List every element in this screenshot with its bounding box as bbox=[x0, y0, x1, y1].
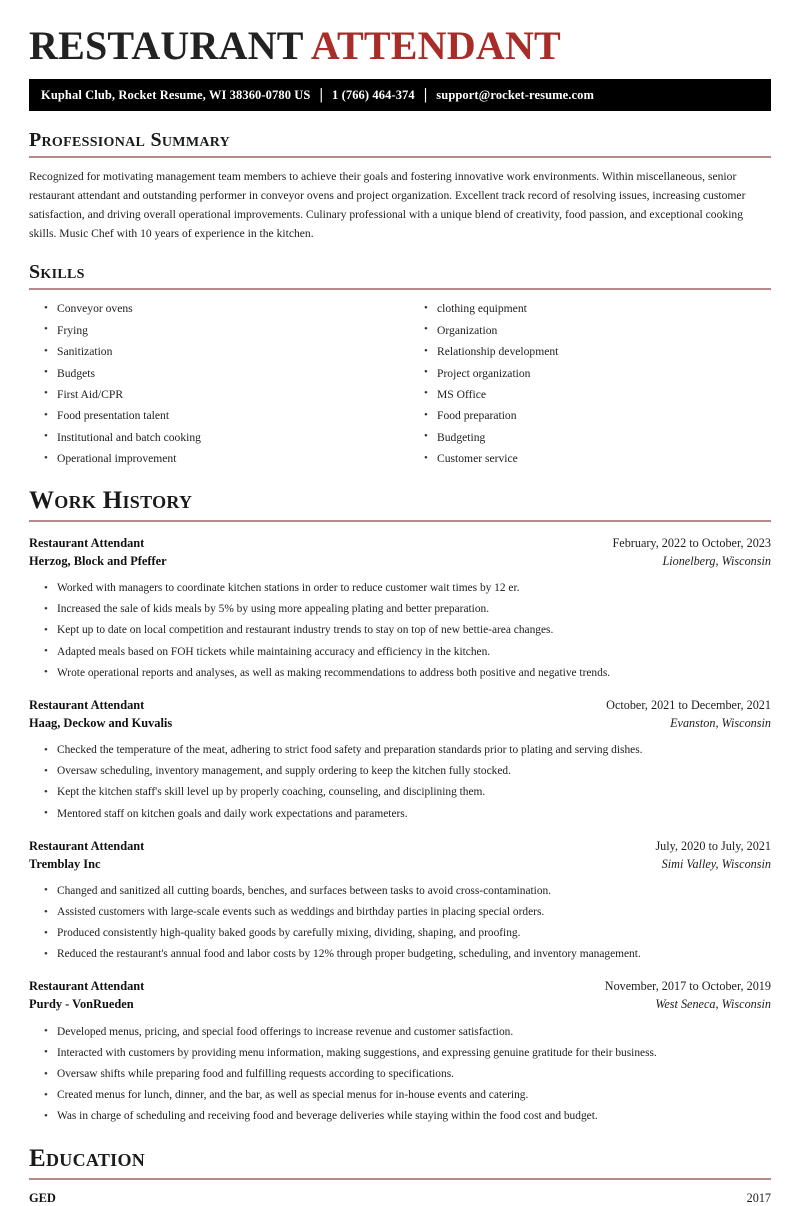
list-item: • MS Office bbox=[437, 384, 771, 405]
list-item: • Operational improvement bbox=[57, 448, 400, 469]
list-item: • Kept the kitchen staff's skill level up by properly coaching, counseling, and disciplining them. bbox=[57, 782, 771, 803]
list-item: • Reduced the restaurant's annual food and labor costs by 12% through proper budgeting, scheduling, and inventory management. bbox=[57, 944, 771, 965]
list-item: • Increased the sale of kids meals by 5% by using more appealing plating and better preparation. bbox=[57, 599, 771, 620]
list-item: • Institutional and batch cooking bbox=[57, 427, 400, 448]
list-item: • clothing equipment bbox=[437, 298, 771, 319]
job-company: Purdy - VonRueden bbox=[29, 997, 134, 1012]
list-item: • Customer service bbox=[437, 448, 771, 469]
job-dates: February, 2022 to October, 2023 bbox=[612, 535, 771, 550]
contact-email[interactable]: support@rocket-resume.com bbox=[436, 87, 595, 102]
job-location: Lionelberg, Wisconsin bbox=[662, 553, 771, 568]
work-entry-header bbox=[29, 978, 771, 996]
job-location: Simi Valley, Wisconsin bbox=[661, 856, 771, 871]
education-degree: GED bbox=[29, 1190, 56, 1205]
section-heading-education: Education bbox=[29, 1145, 146, 1173]
work-entry bbox=[29, 697, 771, 825]
section-heading-skills: Skills bbox=[29, 261, 85, 284]
job-company: Tremblay Inc bbox=[29, 856, 101, 871]
list-item: • Budgeting bbox=[437, 427, 771, 448]
list-item: • Was in charge of scheduling and receiving food and beverage deliveries while staying within the food cost and budget. bbox=[57, 1106, 771, 1127]
list-item: • Checked the temperature of the meat, adhering to strict food safety and preparation standards prior to plating and serving dishes. bbox=[57, 740, 771, 761]
job-title: Restaurant Attendant bbox=[29, 979, 145, 994]
job-title: Restaurant Attendant bbox=[29, 838, 145, 853]
list-item: • Created menus for lunch, dinner, and the bar, as well as special menus for in-house events and catering. bbox=[57, 1085, 771, 1106]
section-education bbox=[29, 1145, 771, 1206]
contact-separator-2: | bbox=[423, 86, 428, 104]
skills-list-right bbox=[409, 298, 771, 469]
contact-bar bbox=[29, 79, 771, 111]
job-dates: November, 2017 to October, 2019 bbox=[604, 979, 771, 994]
section-divider-skills bbox=[29, 288, 771, 290]
work-entry-header bbox=[29, 535, 771, 553]
job-title: Restaurant Attendant bbox=[29, 535, 145, 550]
skills-columns bbox=[29, 298, 771, 469]
job-location: Evanston, Wisconsin bbox=[670, 715, 771, 730]
list-item: • Adapted meals based on FOH tickets while maintaining accuracy and efficiency in the kitchen. bbox=[57, 641, 771, 662]
job-title: Restaurant Attendant bbox=[29, 697, 145, 712]
list-item: • Oversaw scheduling, inventory management, and supply ordering to keep the kitchen fully stocked. bbox=[57, 761, 771, 782]
job-company: Herzog, Block and Pfeffer bbox=[29, 553, 167, 568]
work-entry-subheader bbox=[29, 856, 771, 874]
list-item: • Relationship development bbox=[437, 341, 771, 362]
list-item: • First Aid/CPR bbox=[57, 384, 400, 405]
skills-column-right bbox=[400, 298, 771, 469]
list-item: • Developed menus, pricing, and special food offerings to increase revenue and customer satisfaction. bbox=[57, 1021, 771, 1042]
list-item: • Frying bbox=[57, 320, 400, 341]
work-entry-header bbox=[29, 697, 771, 715]
education-year: 2017 bbox=[746, 1190, 771, 1205]
list-item: • Assisted customers with large-scale events such as weddings and birthday parties in placing special orders. bbox=[57, 902, 771, 923]
job-location: West Seneca, Wisconsin bbox=[655, 997, 771, 1012]
list-item: • Conveyor ovens bbox=[57, 298, 400, 319]
job-duties-list bbox=[29, 1021, 771, 1127]
job-company: Haag, Deckow and Kuvalis bbox=[29, 715, 173, 730]
contact-phone: 1 (766) 464-374 bbox=[332, 87, 415, 102]
job-duties-list bbox=[29, 740, 771, 825]
job-dates: October, 2021 to December, 2021 bbox=[606, 697, 771, 712]
work-entry bbox=[29, 978, 771, 1127]
skills-column-left bbox=[29, 298, 400, 469]
list-item: • Budgets bbox=[57, 362, 400, 383]
section-heading-work-history: Work History bbox=[29, 487, 193, 515]
list-item: • Kept up to date on local competition and restaurant industry trends to stay on top of new bettie-area changes. bbox=[57, 620, 771, 641]
list-item: • Worked with managers to coordinate kitchen stations in order to reduce customer wait times by 12 er. bbox=[57, 578, 771, 599]
education-entry bbox=[29, 1191, 771, 1206]
section-heading-summary: Professional Summary bbox=[29, 129, 231, 152]
page-title bbox=[29, 0, 771, 67]
contact-address: Kuphal Club, Rocket Resume, WI 38360-0780 US bbox=[41, 87, 311, 102]
list-item: • Organization bbox=[437, 320, 771, 341]
summary-paragraph: Recognized for motivating management team members to achieve their goals and fostering innovative work environments. Within miscellaneous, senior restaurant attendant and outstanding performer in conveyor ovens and project organization. Excellent track record of resolving issues, increasing customer satisfaction, and driving overall operational improvements. Culinary professional with a unique blend of creativity, food passion, and exceptional cooking skills. Music Chef with 10 years of experience in the kitchen. bbox=[29, 170, 746, 240]
contact-separator-1: | bbox=[319, 86, 324, 104]
list-item: • Oversaw shifts while preparing food and fulfilling requests according to specifications. bbox=[57, 1064, 771, 1085]
job-duties-list bbox=[29, 881, 771, 966]
section-skills bbox=[29, 261, 771, 469]
last-name-text: ATTENDANT bbox=[310, 23, 561, 68]
list-item: • Sanitization bbox=[57, 341, 400, 362]
first-name-text: RESTAURANT bbox=[29, 23, 303, 68]
list-item: • Mentored staff on kitchen goals and daily work expectations and parameters. bbox=[57, 803, 771, 824]
work-entry bbox=[29, 838, 771, 966]
work-entry-header bbox=[29, 838, 771, 856]
work-entry-subheader bbox=[29, 553, 771, 571]
list-item: • Food presentation talent bbox=[57, 405, 400, 426]
list-item: • Changed and sanitized all cutting boards, benches, and surfaces between tasks to avoid cross-contamination. bbox=[57, 881, 771, 902]
list-item: • Project organization bbox=[437, 362, 771, 383]
work-entry-subheader bbox=[29, 996, 771, 1014]
list-item: • Produced consistently high-quality baked goods by carefully mixing, dividing, shaping, and proofing. bbox=[57, 923, 771, 944]
section-divider-work-history bbox=[29, 520, 771, 522]
work-entry-subheader bbox=[29, 715, 771, 733]
skills-list-left bbox=[29, 298, 400, 469]
list-item: • Interacted with customers by providing menu information, making suggestions, and expressing genuine gratitude for their business. bbox=[57, 1043, 771, 1064]
section-divider-summary bbox=[29, 156, 771, 158]
list-item: • Wrote operational reports and analyses, as well as making recommendations to address both positive and negative trends. bbox=[57, 663, 771, 684]
list-item: • Food preparation bbox=[437, 405, 771, 426]
section-divider-education bbox=[29, 1178, 771, 1180]
job-duties-list bbox=[29, 578, 771, 684]
section-professional-summary bbox=[29, 129, 771, 243]
work-entry bbox=[29, 535, 771, 684]
job-dates: July, 2020 to July, 2021 bbox=[655, 838, 771, 853]
section-work-history bbox=[29, 487, 771, 1127]
